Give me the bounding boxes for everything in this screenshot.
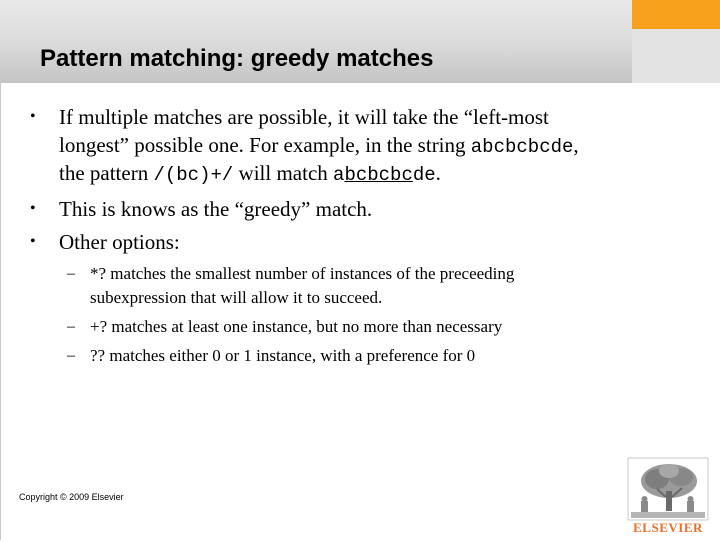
text-span: . [435, 161, 441, 185]
bullet-glyph: • [30, 108, 36, 125]
sub-bullet-text: ?? matches either 0 or 1 instance, with a preference for 0 [90, 346, 476, 365]
dash-glyph: – [67, 318, 75, 335]
bullet-glyph: • [30, 200, 36, 217]
copyright-notice: Copyright © 2009 Elsevier [19, 492, 124, 502]
bullet-text: If multiple matches are possible, it will take the “left-most [59, 105, 549, 129]
text-span: the pattern [59, 161, 154, 185]
bullet-glyph: • [30, 233, 36, 250]
frame-left-line [0, 83, 1, 540]
accent-orange-block [632, 0, 720, 29]
sub-bullet-text: *? matches the smallest number of instances of the preceeding [90, 264, 515, 283]
tree-icon [627, 457, 709, 537]
text-span: will match [233, 161, 334, 185]
logo-wordmark: ELSEVIER [633, 520, 703, 535]
code-span: a [333, 164, 345, 186]
code-span-underlined: bcbcbc [344, 164, 413, 186]
bullet-text: This is knows as the “greedy” match. [59, 197, 373, 221]
sub-bullet-text: +? matches at least one instance, but no more than necessary [90, 317, 503, 336]
elsevier-logo [627, 457, 709, 537]
code-span: de [412, 164, 436, 186]
code-span: /(bc)+/ [153, 164, 234, 186]
text-span: , [573, 133, 579, 157]
bullet-text: Other options: [59, 230, 180, 254]
code-span: abcbcbcde [470, 136, 574, 158]
slide-title: Pattern matching: greedy matches [40, 45, 434, 72]
bullet-text [59, 160, 441, 188]
sub-bullet-text: subexpression that will allow it to succeed. [90, 288, 383, 307]
bullet-text [59, 132, 579, 160]
accent-gray-block [632, 29, 720, 83]
dash-glyph: – [67, 347, 75, 364]
dash-glyph: – [67, 265, 75, 282]
text-span: longest” possible one. For example, in the string [59, 133, 471, 157]
